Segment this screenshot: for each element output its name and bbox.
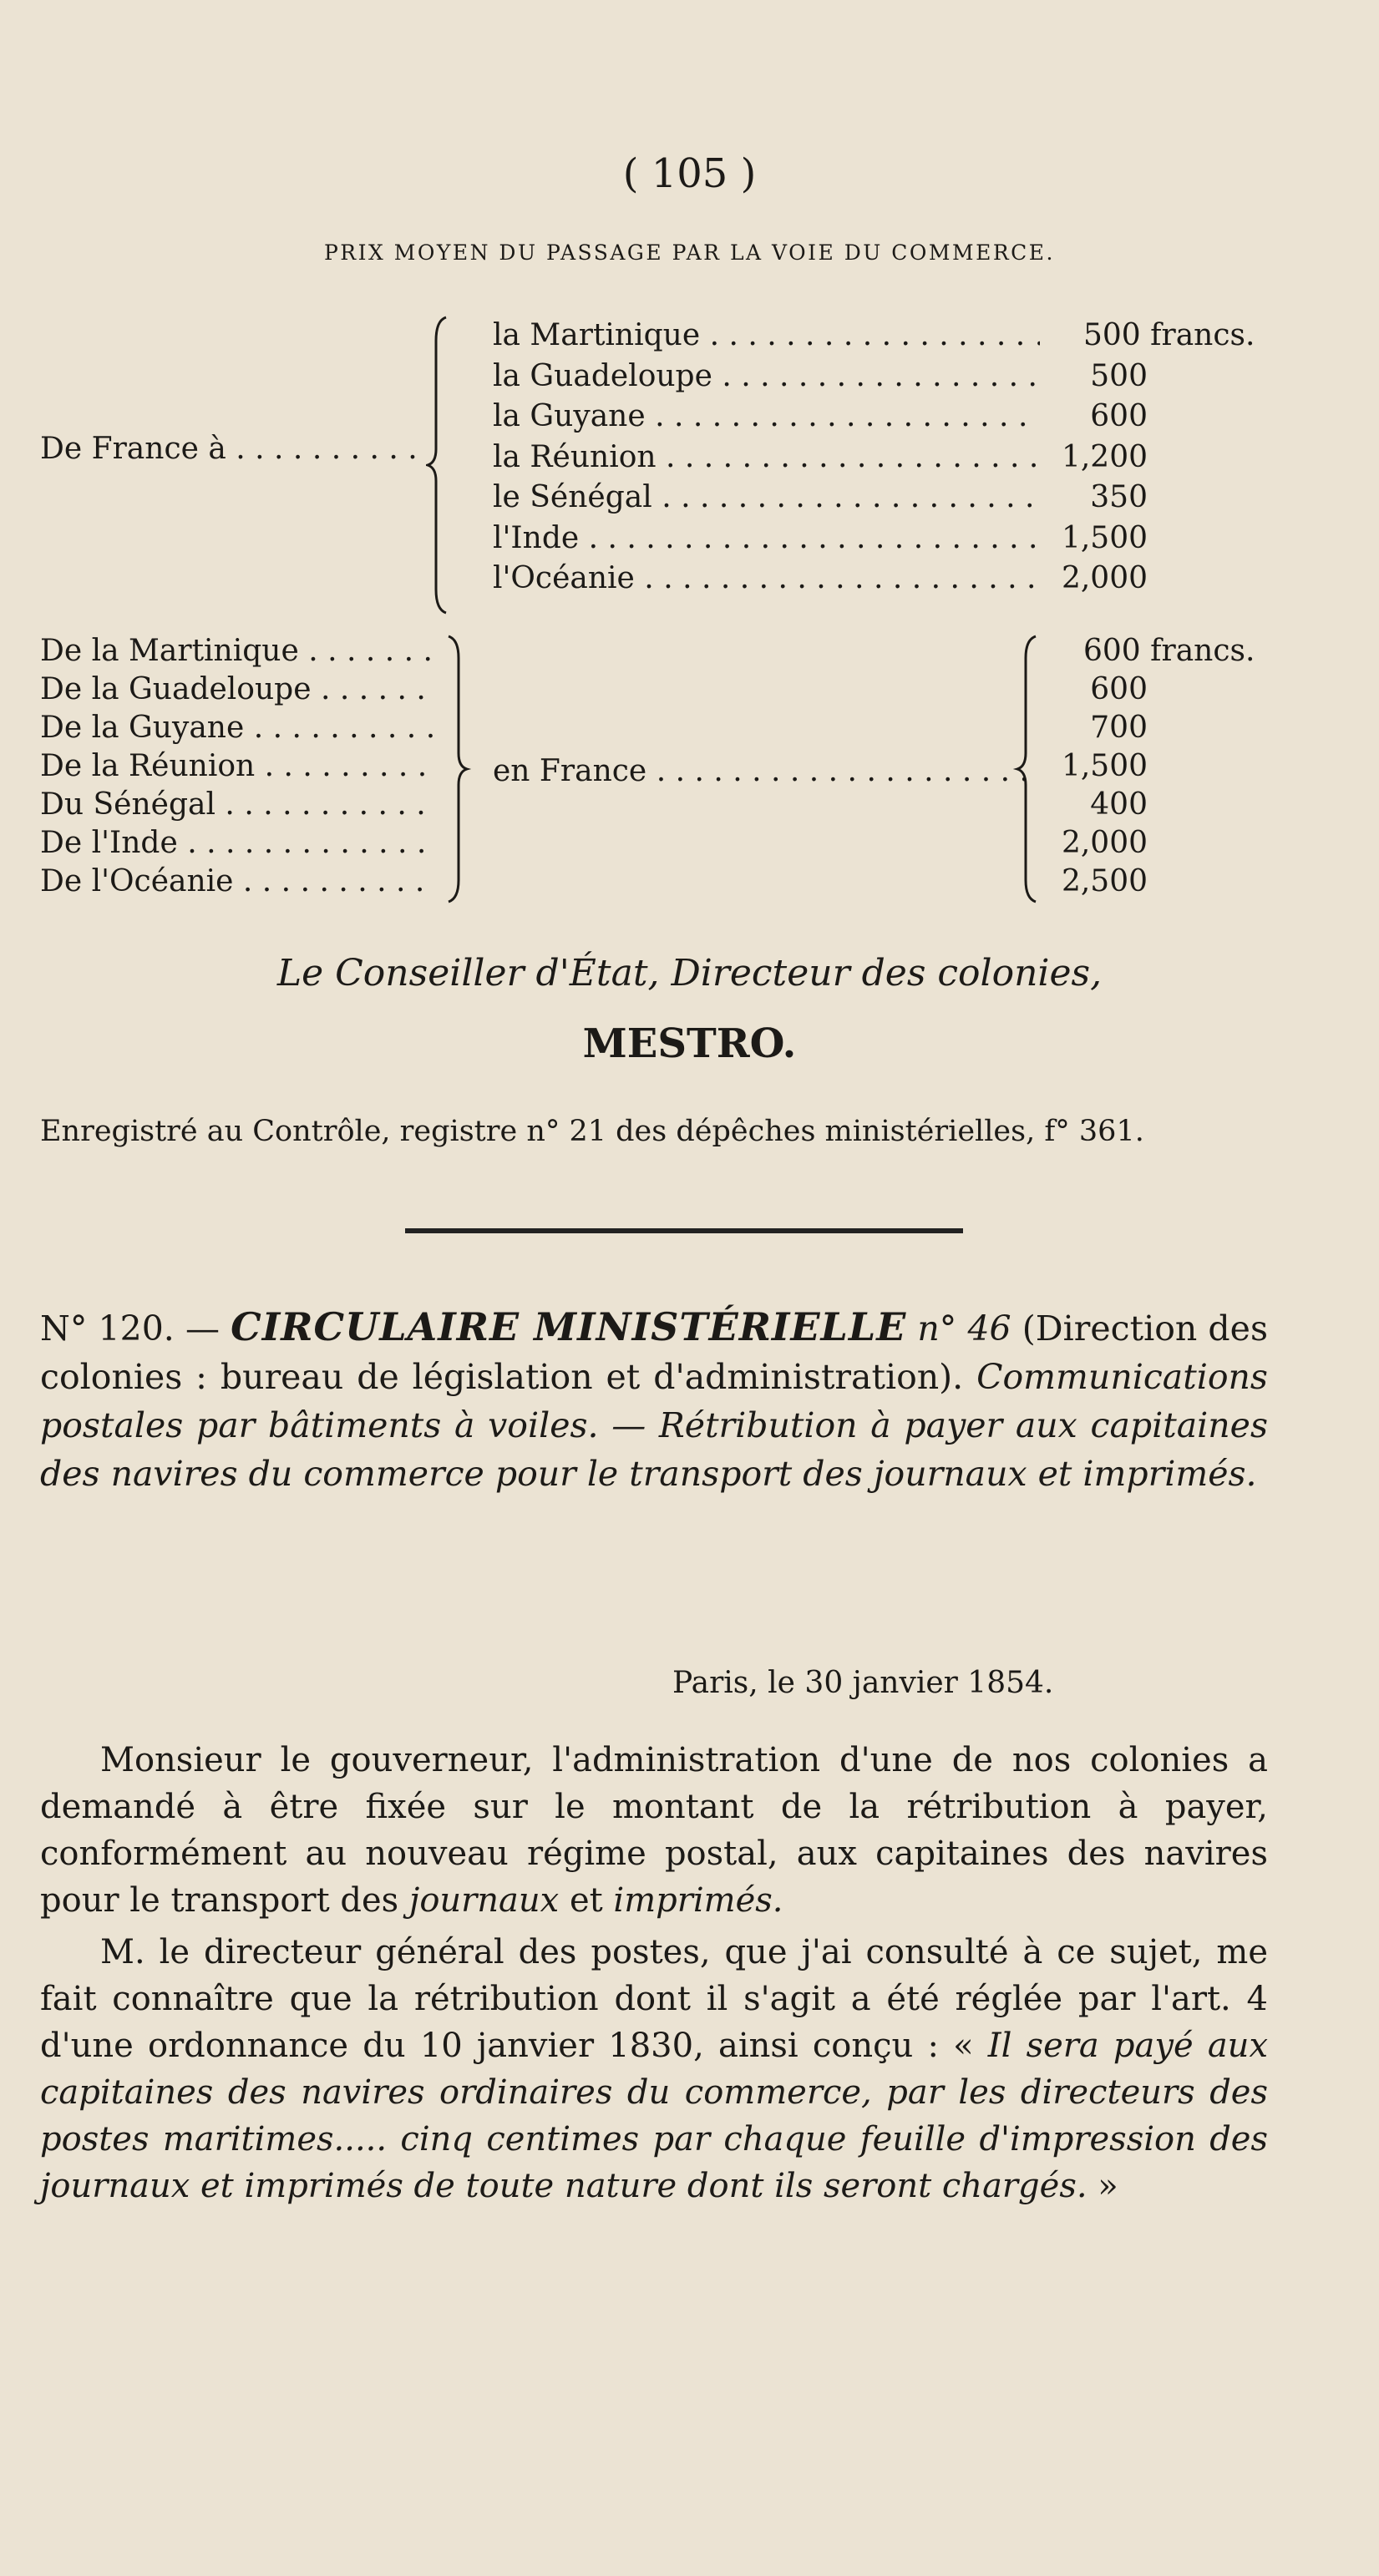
to-france-row bbox=[40, 750, 437, 783]
left-brace bbox=[426, 316, 459, 615]
circular-direction: (Direction des colonies : bureau de législation et d'administration). bbox=[40, 1308, 1268, 1397]
page-number: ( 105 ) bbox=[622, 150, 757, 197]
from-france-row bbox=[493, 562, 1040, 595]
price-value: 400 bbox=[1090, 787, 1148, 822]
origin-name: De la Guyane bbox=[40, 711, 245, 745]
price-value: 600 bbox=[1090, 399, 1148, 433]
right-brace bbox=[1011, 635, 1044, 903]
to-france-row bbox=[40, 711, 437, 745]
price-value: 2,500 bbox=[1061, 864, 1148, 898]
from-france-row bbox=[493, 481, 1040, 514]
destination-label: en France . . . bbox=[493, 755, 1027, 788]
from-france-row bbox=[493, 441, 1040, 474]
destination-name: l'Inde bbox=[493, 521, 580, 555]
to-france-row bbox=[40, 865, 437, 898]
destination-name: l'Océanie bbox=[493, 562, 635, 595]
price-value: 1,500 bbox=[1061, 520, 1148, 555]
destination-name: la Réunion bbox=[493, 440, 657, 474]
from-france-row bbox=[493, 522, 1040, 555]
destination-name: la Guadeloupe bbox=[493, 359, 712, 393]
origin-name: De l'Inde bbox=[40, 827, 178, 860]
middle-brace bbox=[440, 635, 474, 903]
body-paragraph-1 bbox=[40, 1737, 1268, 1924]
price-value: 600 bbox=[1090, 672, 1148, 706]
to-france-row bbox=[40, 673, 437, 706]
circular-type: CIRCULAIRE MINISTÉRIELLE bbox=[231, 1304, 907, 1349]
origin-name: De la Martinique bbox=[40, 635, 299, 668]
price-value: 1,200 bbox=[1061, 439, 1148, 474]
price-value: 600 francs. bbox=[1083, 634, 1255, 668]
paragraph-2-text: M. le directeur général des postes, que j'ai consulté à ce sujet, me fait connaître que la rétribution dont il s'agit a été réglée par l'art. 4 d'une ordonnance du 10 janvier 1830, ainsi conçu : « bbox=[40, 1933, 1268, 2065]
dateline: Paris, le 30 janvier 1854. bbox=[672, 1666, 1054, 1700]
origin-name: Du Sénégal bbox=[40, 788, 215, 822]
circular-header bbox=[40, 1303, 1268, 1498]
price-value: 350 bbox=[1090, 480, 1148, 514]
journaux-word: journaux bbox=[408, 1881, 560, 1920]
ordinance-quote: Il sera payé aux capitaines des navires ordinaires du commerce, par les directeurs des postes maritimes..... cinq centimes par chaque feuille d'impression des journaux et imprimés de toute nature dont ils seront chargés. bbox=[40, 2027, 1268, 2205]
signature-name: MESTRO. bbox=[582, 1020, 797, 1067]
registration-note: Enregistré au Contrôle, registre n° 21 des dépêches ministérielles, f° 361. bbox=[40, 1115, 1144, 1148]
from-france-row bbox=[493, 360, 1040, 393]
price-value: 700 bbox=[1090, 711, 1148, 745]
destination-name: la Martinique bbox=[493, 319, 701, 352]
section-heading: PRIX MOYEN DU PASSAGE PAR LA VOIE DU COMMERCE. bbox=[323, 240, 1056, 265]
et-word: et bbox=[569, 1881, 603, 1920]
price-value: 500 francs. bbox=[1083, 318, 1255, 352]
price-value: 2,000 bbox=[1061, 826, 1148, 860]
from-france-row bbox=[493, 400, 1040, 433]
separator-rule bbox=[405, 1228, 963, 1233]
quote-close: » bbox=[1098, 2167, 1118, 2205]
origin-name: De la Guadeloupe bbox=[40, 673, 312, 706]
body-paragraph-2 bbox=[40, 1929, 1268, 2209]
imprimes-word: imprimés. bbox=[613, 1881, 783, 1920]
to-france-row bbox=[40, 827, 437, 860]
price-value: 500 bbox=[1090, 358, 1148, 393]
destination-name: la Guyane bbox=[493, 400, 646, 433]
to-france-row bbox=[40, 788, 437, 822]
to-france-row bbox=[40, 635, 437, 668]
price-value: 1,500 bbox=[1061, 749, 1148, 783]
price-value: 2,000 bbox=[1061, 561, 1148, 595]
circular-type-number: n° 46 bbox=[917, 1308, 1011, 1349]
origin-name: De la Réunion bbox=[40, 750, 256, 783]
signature-title: Le Conseiller d'État, Directeur des colonies, bbox=[276, 952, 1103, 994]
origin-name: De l'Océanie bbox=[40, 865, 234, 898]
origin-label: De France à . . . bbox=[40, 433, 420, 466]
paragraph-1-text: Monsieur le gouverneur, l'administration d'une de nos colonies a demandé à être fixée sur le montant de la rétribution à payer, conformément au nouveau régime postal, aux capitaines des navires pour le transport des bbox=[40, 1741, 1268, 1920]
destination-name: le Sénégal bbox=[493, 481, 652, 514]
circular-number: N° 120. — bbox=[40, 1308, 220, 1349]
from-france-row bbox=[493, 319, 1040, 352]
circular-subject: Communications postales par bâtiments à voiles. — Rétribution à payer aux capitaines des navires du commerce pour le transport des journaux et imprimés. bbox=[40, 1357, 1268, 1494]
